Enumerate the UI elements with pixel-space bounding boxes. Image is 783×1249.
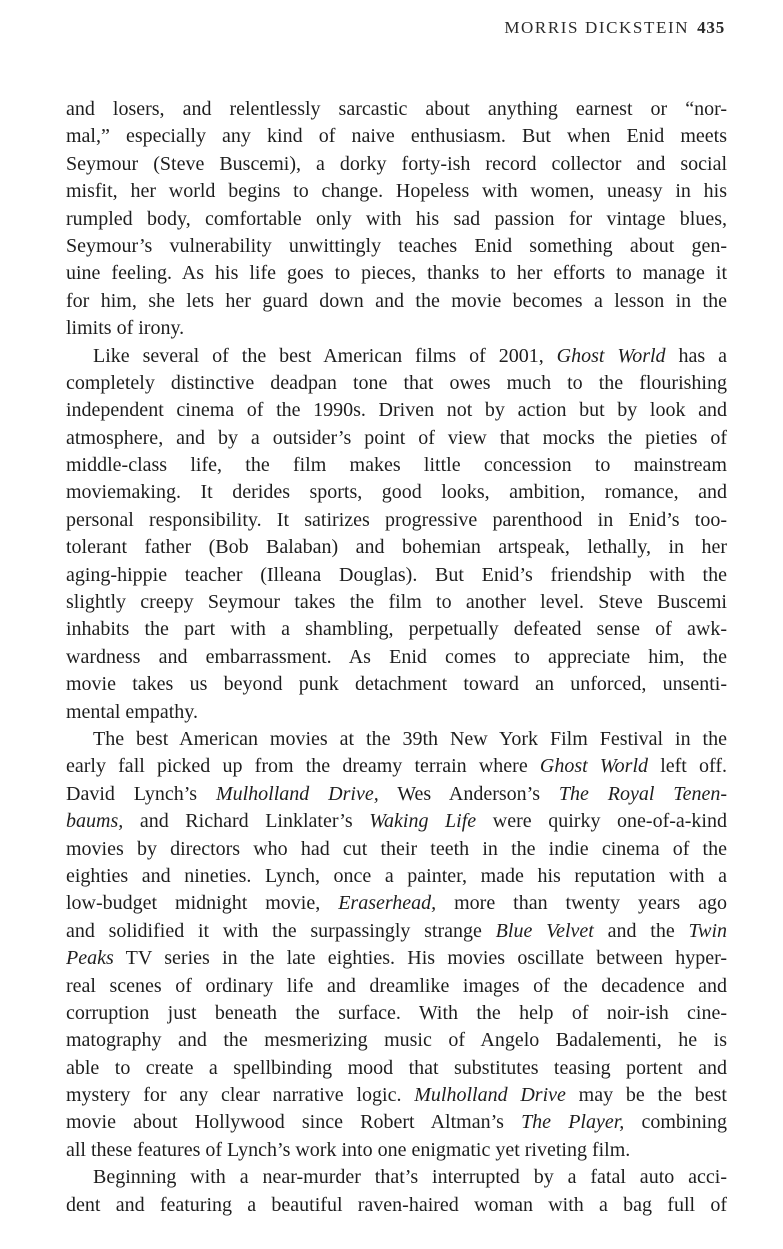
text-line: [66, 233, 727, 260]
text-segment: movies by directors who had cut their teeth in the indie cinema of the: [66, 837, 727, 860]
italic-title-text: Blue Velvet: [495, 919, 594, 942]
text-segment: The best American movies at the 39th New York Film Festival in the: [93, 727, 727, 750]
text-segment: Seymour’s vulnerability unwittingly teaches Enid something about gen-: [66, 234, 727, 257]
text-line: [66, 534, 727, 561]
text-line: [66, 206, 727, 233]
text-line: [66, 863, 727, 890]
text-line: [66, 260, 727, 287]
text-line: [66, 178, 727, 205]
text-segment: combining: [624, 1111, 727, 1134]
italic-title-text: Peaks: [66, 947, 114, 970]
text-segment: movie takes us beyond punk detachment toward an unforced, unsenti-: [66, 673, 727, 696]
text-segment: corruption just beneath the surface. With the help of noir-ish cine-: [66, 1001, 727, 1024]
text-segment: left off.: [648, 755, 727, 778]
text-line: [66, 699, 727, 726]
text-line: [66, 151, 727, 178]
text-segment: low-budget midnight movie,: [66, 892, 339, 915]
text-segment: Beginning with a near-murder that’s interrupted by a fatal auto acci-: [93, 1166, 727, 1189]
italic-title-text: Mulholland Drive: [414, 1084, 566, 1107]
text-line: [66, 616, 727, 643]
text-line: [66, 808, 727, 835]
text-segment: TV series in the late eighties. His movies oscillate between hyper-: [113, 947, 727, 970]
text-line: [66, 479, 727, 506]
text-segment: completely distinctive deadpan tone that owes much to the flourishing: [66, 371, 727, 394]
text-segment: were quirky one-of-a-kind: [476, 810, 727, 833]
italic-title-text: Twin: [688, 919, 727, 942]
text-segment: more than twenty years ago: [436, 892, 727, 915]
text-line: [66, 370, 727, 397]
italic-title-text: Eraserhead,: [338, 892, 437, 915]
text-line: [66, 123, 727, 150]
text-line: [66, 507, 727, 534]
italic-title-text: The Royal Tenen-: [558, 782, 727, 805]
text-segment: aging-hippie teacher (Illeana Douglas). But Enid’s friendship with the: [66, 563, 727, 586]
text-line: [66, 1192, 727, 1219]
text-segment: moviemaking. It derides sports, good looks, ambition, romance, and: [66, 481, 727, 504]
running-head-author: MORRIS DICKSTEIN: [504, 18, 690, 37]
text-segment: mental empathy.: [66, 700, 198, 723]
text-segment: for him, she lets her guard down and the movie becomes a lesson in the: [66, 289, 727, 312]
text-line: [66, 890, 727, 917]
text-line: [66, 452, 727, 479]
text-segment: rumpled body, comfortable only with his sad passion for vintage blues,: [66, 207, 727, 230]
italic-title-text: The Player,: [521, 1111, 625, 1134]
text-segment: and solidified it with the surpassingly strange: [66, 919, 496, 942]
italic-title-text: Mulholland Drive,: [215, 782, 379, 805]
running-head: [504, 18, 725, 38]
italic-title-text: Waking Life: [369, 810, 477, 833]
text-line: [66, 671, 727, 698]
text-segment: wardness and embarrassment. As Enid comes to appreciate him, the: [66, 645, 727, 668]
text-segment: dent and featuring a beautiful raven-haired woman with a bag full of: [66, 1193, 727, 1216]
page-number: 435: [697, 18, 725, 37]
text-segment: and losers, and relentlessly sarcastic about anything earnest or “nor-: [66, 98, 727, 120]
text-segment: and Richard Linklater’s: [123, 810, 370, 833]
text-line: [66, 781, 727, 808]
text-line: [66, 753, 727, 780]
body-text: [66, 96, 727, 1219]
text-segment: middle-class life, the film makes little concession to mainstream: [66, 454, 727, 477]
text-segment: David Lynch’s: [66, 782, 216, 805]
text-line: [66, 96, 727, 123]
text-segment: uine feeling. As his life goes to pieces, thanks to her efforts to manage it: [66, 262, 727, 285]
text-segment: Seymour (Steve Buscemi), a dorky forty-ish record collector and social: [66, 152, 727, 175]
text-line: [66, 1137, 727, 1164]
text-segment: Wes Anderson’s: [378, 782, 559, 805]
text-segment: tolerant father (Bob Balaban) and bohemian artspeak, lethally, in her: [66, 536, 727, 559]
text-line: [66, 288, 727, 315]
text-segment: personal responsibility. It satirizes progressive parenthood in Enid’s too-: [66, 508, 727, 531]
text-segment: mal,” especially any kind of naive enthusiasm. But when Enid meets: [66, 125, 727, 148]
text-line: [66, 343, 727, 370]
text-line: [66, 836, 727, 863]
text-segment: matography and the mesmerizing music of Angelo Badalementi, he is: [66, 1029, 727, 1052]
text-segment: all these features of Lynch’s work into one enigmatic yet riveting film.: [66, 1138, 631, 1161]
text-segment: independent cinema of the 1990s. Driven not by action but by look and: [66, 399, 727, 422]
text-line: [66, 589, 727, 616]
text-line: [66, 1109, 727, 1136]
text-line: [66, 1164, 727, 1191]
text-line: [66, 945, 727, 972]
text-segment: movie about Hollywood since Robert Altman’s: [66, 1111, 522, 1134]
text-segment: real scenes of ordinary life and dreamlike images of the decadence and: [66, 974, 727, 997]
text-line: [66, 973, 727, 1000]
text-segment: atmosphere, and by a outsider’s point of view that mocks the pieties of: [66, 426, 727, 449]
text-segment: inhabits the part with a shambling, perpetually defeated sense of awk-: [66, 618, 727, 641]
text-line: [66, 1000, 727, 1027]
text-line: [66, 918, 727, 945]
text-line: [66, 315, 727, 342]
text-segment: mystery for any clear narrative logic.: [66, 1084, 415, 1107]
text-segment: may be the best: [565, 1084, 727, 1107]
text-line: [66, 1027, 727, 1054]
text-segment: misfit, her world begins to change. Hopeless with women, uneasy in his: [66, 180, 727, 203]
text-segment: Like several of the best American films of 2001,: [93, 344, 557, 367]
text-segment: able to create a spellbinding mood that substitutes teasing portent and: [66, 1056, 727, 1079]
text-segment: and the: [593, 919, 689, 942]
text-line: [66, 1055, 727, 1082]
text-line: [66, 425, 727, 452]
text-segment: early fall picked up from the dreamy terrain where: [66, 755, 540, 778]
text-line: [66, 726, 727, 753]
text-line: [66, 644, 727, 671]
text-segment: slightly creepy Seymour takes the film to another level. Steve Buscemi: [66, 591, 727, 614]
text-line: [66, 1082, 727, 1109]
text-line: [66, 397, 727, 424]
text-line: [66, 562, 727, 589]
text-segment: eighties and nineties. Lynch, once a painter, made his reputation with a: [66, 864, 727, 887]
italic-title-text: Ghost World: [556, 344, 666, 367]
text-segment: has a: [665, 344, 727, 367]
text-segment: limits of irony.: [66, 317, 185, 340]
italic-title-text: Ghost World: [539, 755, 649, 778]
italic-title-text: baums,: [66, 810, 124, 833]
